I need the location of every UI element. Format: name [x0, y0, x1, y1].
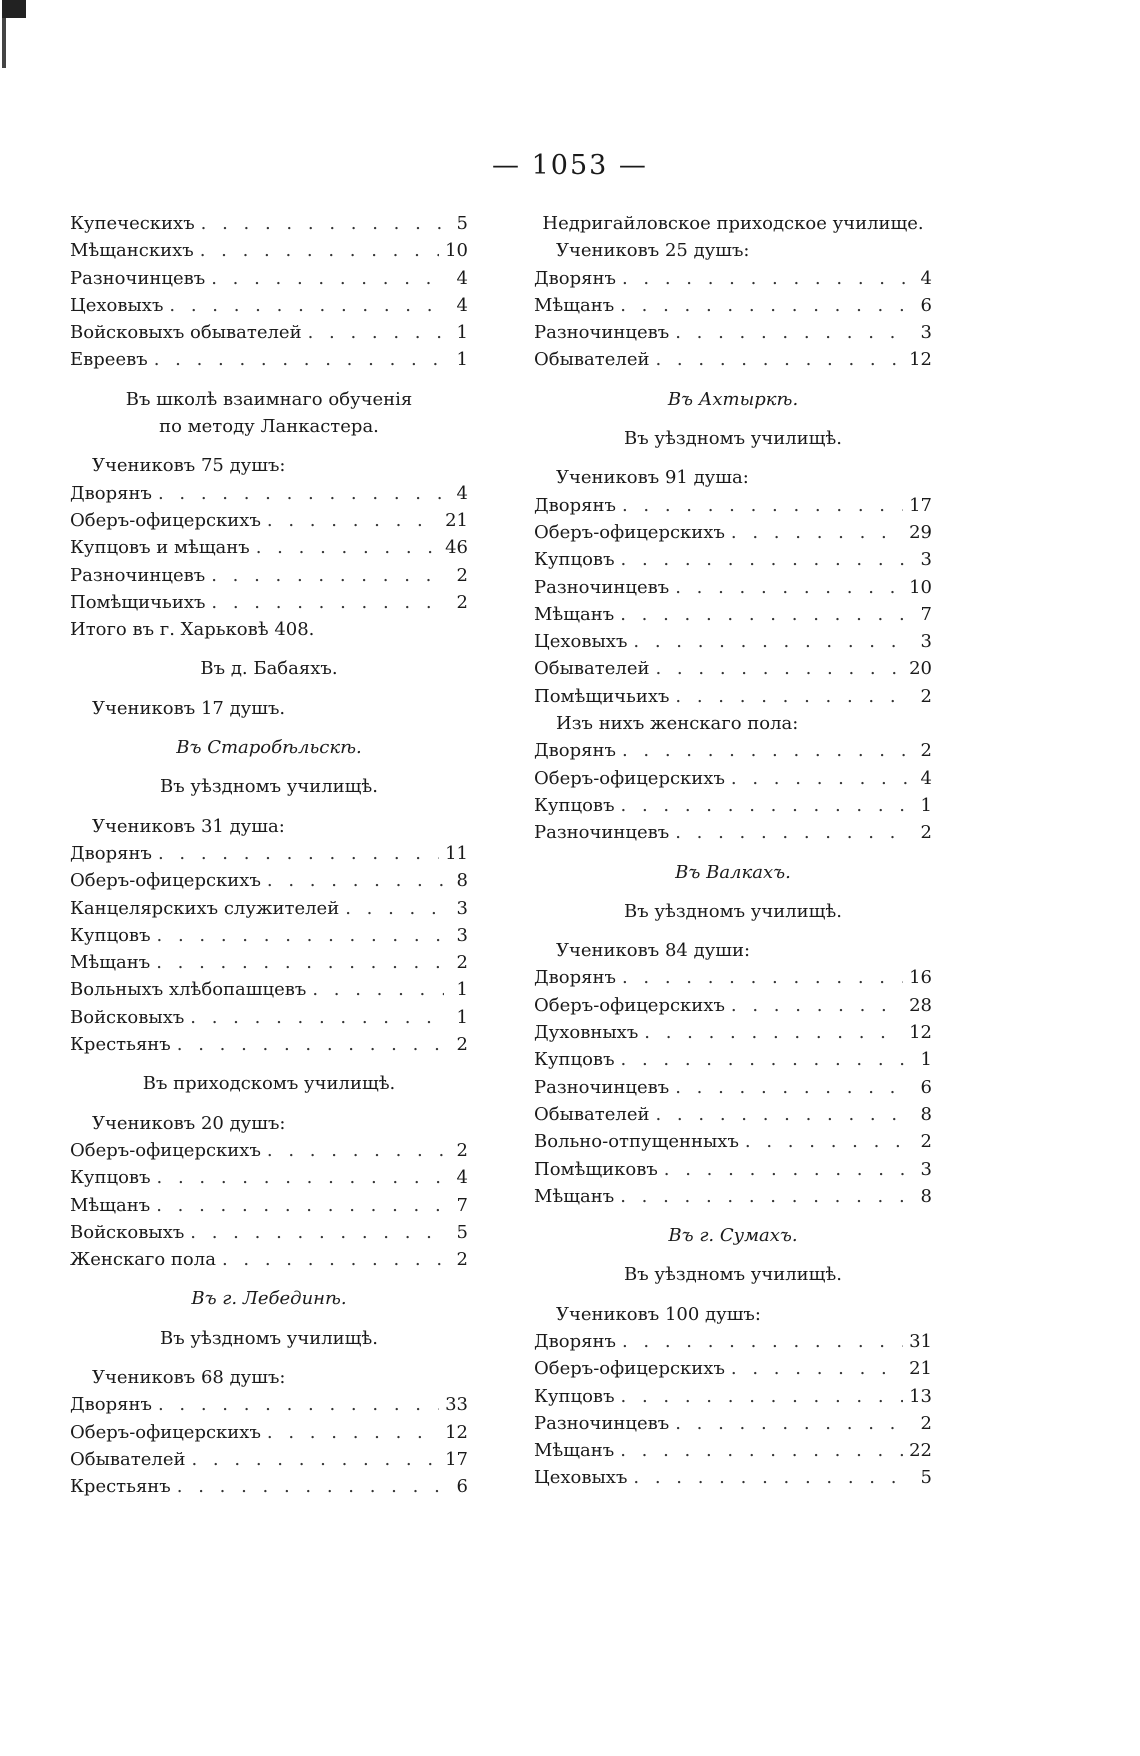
table-row: Купцовъ . . . 3 — [534, 546, 932, 573]
lebedin-students: Учениковъ 68 душъ: — [92, 1366, 286, 1388]
starobelsk-title: Въ Старобѣльскѣ. — [176, 737, 362, 759]
table-row: Купцовъ . . . 1 — [534, 792, 932, 819]
table-row: Евреевъ . . . 1 — [70, 346, 468, 373]
table-row: Разночинцевъ . . . 2 — [534, 819, 932, 846]
lancaster-heading: Въ школѣ взаимнаго обученія — [125, 388, 413, 410]
nedrigailov-heading: Недригайловское приходское училище. — [542, 213, 924, 234]
table-row: Дворянъ . . . 4 — [534, 265, 932, 292]
table-row: Дворянъ . . . 17 — [534, 492, 932, 519]
table-row: Купцовъ . . . 13 — [534, 1383, 932, 1410]
table-row: Купеческихъ . . . 5 — [70, 210, 468, 237]
table-row: Разночинцевъ . . . 2 — [534, 1410, 932, 1437]
kharkov-total: Итого въ г. Харьковѣ 408. — [70, 619, 315, 641]
starobelsk-uezd-heading: Въ уѣздномъ училищѣ. — [160, 776, 378, 798]
nedrigailov-students: Учениковъ 25 душъ: — [556, 240, 750, 262]
starobelsk-parish-heading: Въ приходскомъ училищѣ. — [142, 1073, 396, 1095]
table-row: Оберъ-офицерскихъ . . . 21 — [534, 1355, 932, 1382]
table-row: Помѣщичьихъ . . . 2 — [534, 683, 932, 710]
table-row: Помѣщичьихъ . . . 2 — [70, 589, 468, 616]
lebedin-heading: Въ уѣздномъ училищѣ. — [160, 1327, 378, 1349]
table-row: Купцовъ и мѣщанъ . . . 46 — [70, 534, 468, 561]
table-row: Обывателей . . . 8 — [534, 1101, 932, 1128]
starobelsk-uezd-students: Учениковъ 31 душа: — [92, 815, 285, 837]
valki-heading: Въ уѣздномъ училищѣ. — [624, 900, 842, 922]
table-row: Купцовъ . . . 1 — [534, 1046, 932, 1073]
table-row: Оберъ-офицерскихъ . . . 2 — [70, 1137, 468, 1164]
table-row: Женскаго пола . . . 2 — [70, 1246, 468, 1273]
table-row: Оберъ-офицерскихъ . . . 4 — [534, 765, 932, 792]
babai-heading: Въ д. Бабаяхъ. — [200, 658, 338, 680]
table-row: Обывателей . . . 17 — [70, 1446, 468, 1473]
table-row: Мѣщанъ . . . 8 — [534, 1183, 932, 1210]
sumy-students: Учениковъ 100 душъ: — [556, 1303, 761, 1325]
lancaster-students: Учениковъ 75 душъ: — [92, 455, 286, 477]
table-row: Дворянъ . . . 11 — [70, 840, 468, 867]
table-row: Разночинцевъ . . . 2 — [70, 562, 468, 589]
table-row: Цеховыхъ . . . 3 — [534, 628, 932, 655]
list-top — [70, 210, 468, 374]
scan-edge-mark — [0, 0, 28, 70]
table-row: Оберъ-офицерскихъ . . . 21 — [70, 507, 468, 534]
table-row: Разночинцевъ . . . 3 — [534, 319, 932, 346]
table-row: Цеховыхъ . . . 5 — [534, 1464, 932, 1491]
table-row: Разночинцевъ . . . 4 — [70, 265, 468, 292]
table-row: Обывателей . . . 12 — [534, 346, 932, 373]
table-row: Войсковыхъ обывателей . . . 1 — [70, 319, 468, 346]
starobelsk-parish-students: Учениковъ 20 душъ: — [92, 1112, 286, 1134]
table-row: Дворянъ . . . 4 — [70, 480, 468, 507]
table-row: Крестьянъ . . . 2 — [70, 1031, 468, 1058]
table-row: Мѣщанъ . . . 2 — [70, 949, 468, 976]
table-row: Разночинцевъ . . . 10 — [534, 574, 932, 601]
sumy-heading: Въ уѣздномъ училищѣ. — [624, 1264, 842, 1286]
akhtyrka-heading: Въ уѣздномъ училищѣ. — [624, 428, 842, 450]
page-number: — 1053 — — [492, 150, 648, 181]
valki-students: Учениковъ 84 души: — [556, 940, 751, 962]
table-row: Купцовъ . . . 3 — [70, 922, 468, 949]
table-row: Цеховыхъ . . . 4 — [70, 292, 468, 319]
table-row: Мѣщанъ . . . 6 — [534, 292, 932, 319]
valki-title: Въ Валкахъ. — [675, 861, 791, 883]
table-row: Крестьянъ . . . 6 — [70, 1473, 468, 1500]
table-row: Вольныхъ хлѣбопашцевъ . . . 1 — [70, 976, 468, 1003]
sumy-title: Въ г. Сумахъ. — [668, 1225, 798, 1247]
table-row: Мѣщанскихъ . . . 10 — [70, 237, 468, 264]
table-row: Помѣщиковъ . . . 3 — [534, 1156, 932, 1183]
akhtyrka-female-heading: Изъ нихъ женскаго пола: — [556, 713, 799, 735]
right-column — [534, 210, 932, 1492]
table-row: Обывателей . . . 20 — [534, 655, 932, 682]
babai-students: Учениковъ 17 душъ. — [92, 697, 286, 719]
table-row: Мѣщанъ . . . 22 — [534, 1437, 932, 1464]
lebedin-title: Въ г. Лебединѣ. — [191, 1288, 347, 1310]
table-row: Войсковыхъ . . . 5 — [70, 1219, 468, 1246]
table-row: Дворянъ . . . 2 — [534, 737, 932, 764]
akhtyrka-students: Учениковъ 91 душа: — [556, 467, 749, 489]
table-row: Канцелярскихъ служителей . . . 3 — [70, 895, 468, 922]
table-row: Дворянъ . . . 33 — [70, 1391, 468, 1418]
table-row: Духовныхъ . . . 12 — [534, 1019, 932, 1046]
table-row: Оберъ-офицерскихъ . . . 12 — [70, 1419, 468, 1446]
left-column — [70, 210, 468, 1500]
table-row: Войсковыхъ . . . 1 — [70, 1004, 468, 1031]
table-row: Вольно-отпущенныхъ . . . 2 — [534, 1128, 932, 1155]
table-row: Дворянъ . . . 16 — [534, 964, 932, 991]
table-row: Оберъ-офицерскихъ . . . 29 — [534, 519, 932, 546]
akhtyrka-title: Въ Ахтыркѣ. — [667, 388, 799, 410]
table-row: Купцовъ . . . 4 — [70, 1164, 468, 1191]
table-row: Оберъ-офицерскихъ . . . 8 — [70, 867, 468, 894]
table-row: Мѣщанъ . . . 7 — [70, 1192, 468, 1219]
table-row: Дворянъ . . . 31 — [534, 1328, 932, 1355]
table-row: Оберъ-офицерскихъ . . . 28 — [534, 992, 932, 1019]
table-row: Мѣщанъ . . . 7 — [534, 601, 932, 628]
table-row: Разночинцевъ . . . 6 — [534, 1074, 932, 1101]
lancaster-subheading: по методу Ланкастера. — [159, 416, 379, 438]
